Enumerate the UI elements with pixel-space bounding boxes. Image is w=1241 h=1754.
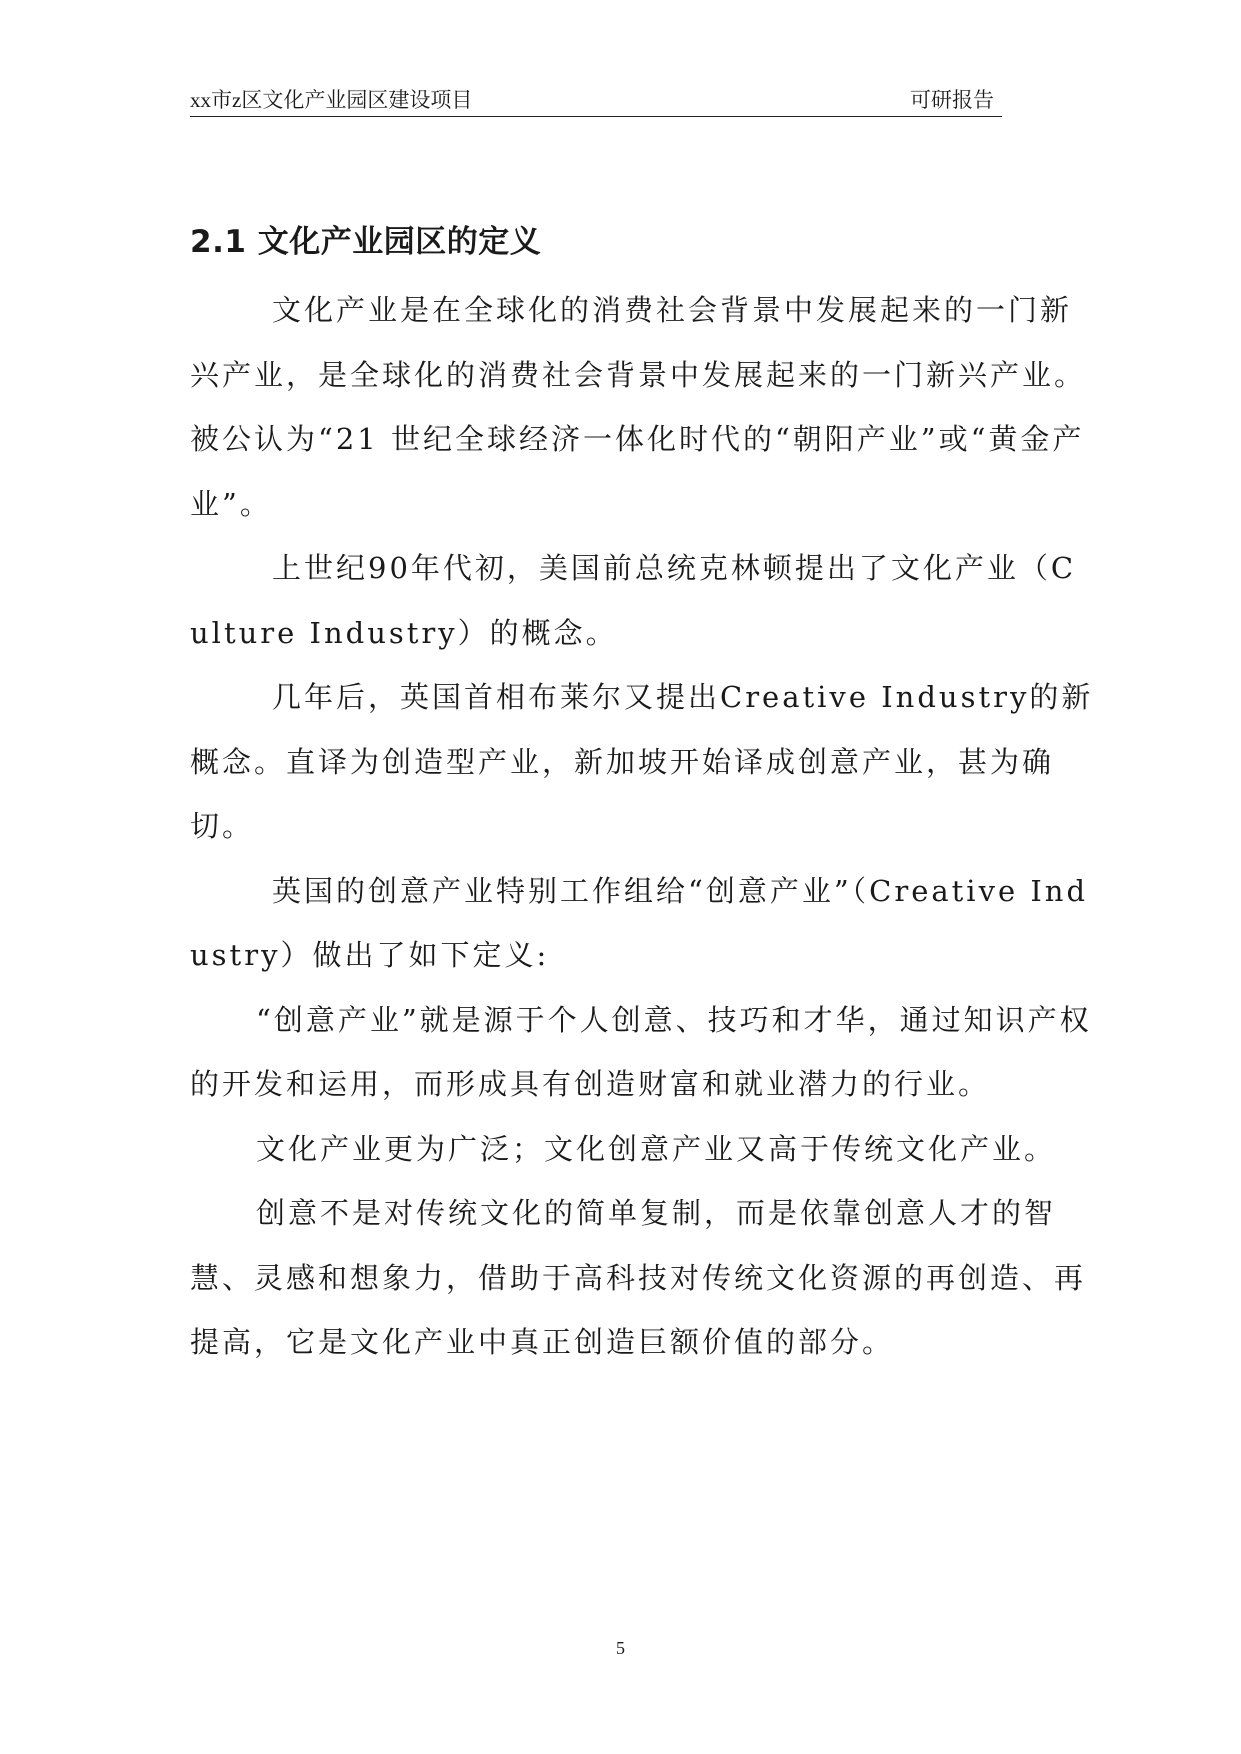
paragraph-definition-intro: 文化产业是在全球化的消费社会背景中发展起来的一门新兴产业，是全球化的消费社会背景中发展起来的一门新兴产业。被公认为“21 世纪全球经济一体化时代的“朝阳产业”或“黄金产业”。 [190,293,1087,521]
paragraph-blair: 几年后，英国首相布莱尔又提出Creative Industry的新概念。直译为创造型产业，新加坡开始译成创意产业，甚为确切。 [190,680,1094,843]
header-project-title: xx市z区文化产业园区建设项目 [190,88,473,112]
paragraph-creativity: 创意不是对传统文化的简单复制，而是依靠创意人才的智慧、灵感和想象力，借助于高科技对传统文化资源的再创造、再提高，它是文化产业中真正创造巨额价值的部分。 [190,1196,1087,1359]
body-text [190,278,1095,1375]
page-header [190,86,1002,117]
section-heading: 2.1 文化产业园区的定义 [190,224,542,260]
header-report-type: 可研报告 [910,88,994,112]
paragraph-uk-taskforce: 英国的创意产业特别工作组给“创意产业”（Creative Industry）做出了如下定义: [190,873,1089,972]
paragraph-clinton: 上世纪90年代初，美国前总统克林顿提出了文化产业（Culture Industry）的概念。 [190,551,1077,650]
paragraph-creative-definition: “创意产业”就是源于个人创意、技巧和才华，通过知识产权的开发和运用，而形成具有创造财富和就业潜力的行业。 [190,1002,1092,1101]
paragraph-comparison: 文化产业更为广泛；文化创意产业又高于传统文化产业。 [256,1131,1057,1166]
page-number: 5 [616,1638,625,1658]
